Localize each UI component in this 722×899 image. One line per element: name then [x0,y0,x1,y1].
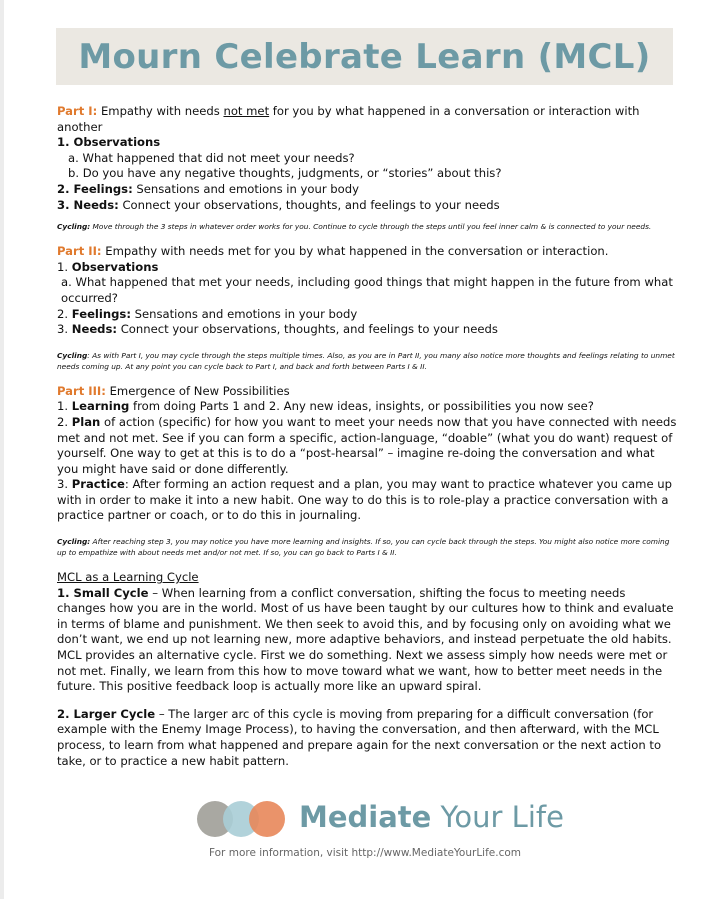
small-cycle-text: – When learning from a conflict conversation, shifting the focus to meeting needs changes how you are in the world. Most of us have been taught by our cultures how to think and evaluate in terms of blame and punishment. We then seek to avoid this, and by focusing only on avoiding what we don’t want, we end up not learning new, more adaptive behaviors, and instead perpetuate the old habits. MCL provides an alternative cycle. First we do something. Next we assess simply how needs were met or not met. Finally, we learn from this how to move toward what we want, how to better meet needs in the future. This positive feedback loop is actually more like an upward spiral. [57,585,674,694]
footer-info-text: For more information, visit http://www.MediateYourLife.com [208,847,522,859]
part3-cycling-text: After reaching step 3, you may notice you have more learning and insights. If so, you can cycle back through the steps. You might also notice more coming up to empathize with about needs met and/or not met. If so, you can go back to Parts I & II. [57,537,670,558]
part3-practice-label: Practice [71,477,125,492]
part3-plan-label: Plan [71,414,101,429]
part2-needs-number: 3. [57,322,72,337]
part3-practice-text: : After forming an action request and a plan, you may want to practice whatever you came up with in order to make it into a new habit. One way to do this is to role-play a practice conversation with a practice partner or coach, or to do this in journaling. [57,477,672,523]
logo-word-mediate: Mediate [299,800,432,834]
part3-intro [57,384,677,400]
part1-intro-underlined: not met [223,104,270,118]
part3-practice-number: 3. [57,477,72,492]
title-banner [56,28,673,85]
part3-label: Part III: [57,383,106,398]
part1-intro-b: for you by what happened in a conversation or interaction with another [57,104,640,134]
part2-feelings [57,307,677,323]
part2-needs-label: Needs: [71,322,118,337]
larger-cycle-label: 2. Larger Cycle [57,706,156,721]
part2-observation-a: a. What happened that met your needs, including good things that might happen in the future from what occurred? [61,275,673,305]
part2-intro [57,244,677,260]
mediate-your-life-logo [197,798,564,840]
logo-word-your-life: Your Life [431,800,564,834]
part1-needs-label: 3. Needs: [57,197,119,212]
part1-feelings-label: 2. Feelings: [57,181,133,196]
part2-cycling-label: Cycling [57,350,88,360]
part2-cycling-text: : As with Part I, you may cycle through the steps multiple times. Also, as you are in Part II, you many also notice more thoughts and feelings relating to unmet needs coming up. At any point you can cycle back to Part I, and back and forth between Parts I & II. [57,350,675,371]
larger-cycle-paragraph [57,707,677,769]
logo-wordmark [299,800,564,834]
part2-label: Part II: [57,244,102,259]
part1-feelings-text: Sensations and emotions in your body [132,181,359,196]
part2-cycling-note [57,350,677,372]
part1-cycling-note [57,221,677,232]
part1-needs-text: Connect your observations, thoughts, and feelings to your needs [118,197,500,212]
part1-intro-a: Empathy with needs [97,104,224,118]
part3-plan [57,415,677,477]
learning-cycle-heading: MCL as a Learning Cycle [57,570,199,585]
part2-intro-text: Empathy with needs met for you by what happened in the conversation or interaction. [101,244,609,259]
part1-observation-a: a. What happened that did not meet your needs? [68,150,355,165]
part3-learning-number: 1. [57,399,72,414]
part1-cycling-label: Cycling: [57,222,91,232]
logo-circle-orange-icon [249,801,285,837]
part3-cycling-note [57,536,677,558]
small-cycle-label: 1. Small Cycle [57,585,149,600]
part2-needs [57,322,677,338]
part3-plan-text: of action (specific) for how you want to meet your needs now that you have connected with needs met and not met. See if you can form a specific, action-language, “doable” (what you do want) request of yourself. One way to get at this is to do a “post-hearsal” – imagine re-doing the conversation and what you might have said or done differently. [57,414,677,476]
part2-observations-number: 1. [57,259,72,274]
part3-learning-label: Learning [71,399,130,414]
part1-intro [57,104,677,135]
part2-feelings-text: Sensations and emotions in your body [130,306,358,321]
small-cycle-paragraph [57,586,677,695]
part3-plan-number: 2. [57,414,72,429]
part2-observations [57,260,677,276]
part3-learning-text: from doing Parts 1 and 2. Any new ideas, insights, or possibilities you now see? [129,399,594,414]
part1-feelings [57,182,677,198]
larger-cycle-text: – The larger arc of this cycle is moving from preparing for a difficult conversation (for example with the Enemy Image Process), to having the conversation, and then afterward, with the MCL process, to learn from what happened and prepare again for the next conversation or the next action to take, or to practice a new habit pattern. [57,706,662,768]
document-body [57,104,677,769]
part2-observations-label: Observations [71,259,159,274]
part2-feelings-number: 2. [57,306,72,321]
part3-learning [57,399,677,415]
part1-cycling-text: Move through the 3 steps in whatever order works for you. Continue to cycle through the steps until you feel inner calm & is connected to your needs. [90,222,652,232]
part2-needs-text: Connect your observations, thoughts, and feelings to your needs [117,322,498,337]
part3-intro-text: Emergence of New Possibilities [105,383,290,398]
part3-practice [57,477,677,524]
part1-label: Part I: [57,104,98,118]
part2-feelings-label: Feelings: [71,306,131,321]
part1-needs [57,198,677,214]
page-title: Mourn Celebrate Learn (MCL) [78,36,651,77]
part1-observations-label: 1. Observations [57,135,161,150]
part1-observation-b: b. Do you have any negative thoughts, judgments, or “stories” about this? [68,166,502,181]
part3-cycling-label: Cycling: [57,537,91,547]
